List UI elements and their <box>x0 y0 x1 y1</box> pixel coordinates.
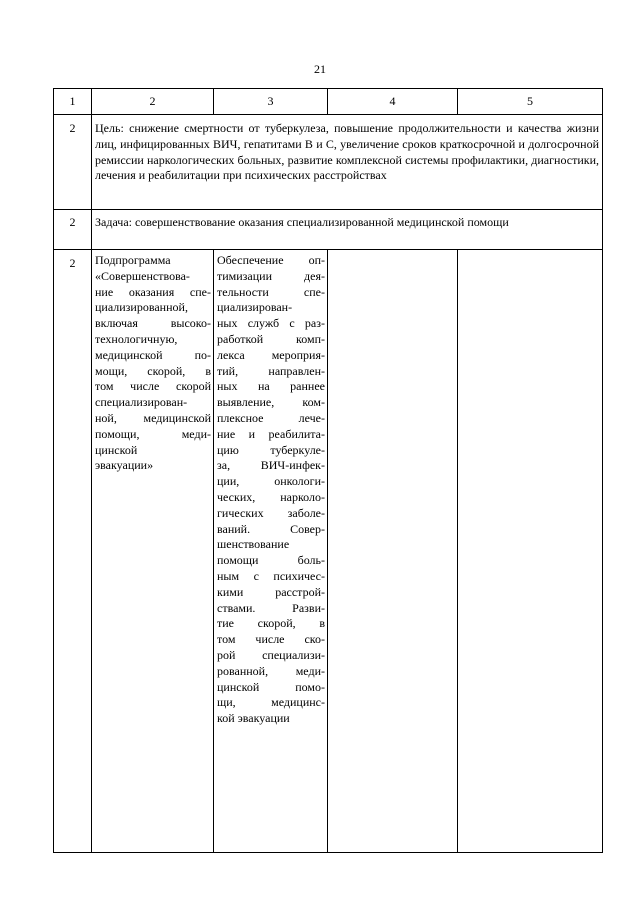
subprogram-name-line: том числе скорой <box>95 379 211 394</box>
header-cell-5: 5 <box>458 89 603 115</box>
task-row <box>54 210 603 250</box>
subprogram-description-line: помощи боль- <box>217 553 325 568</box>
subprogram-description-line: кой эвакуации <box>217 711 290 726</box>
subprogram-name-line: медицинской по- <box>95 347 211 362</box>
task-row-number: 2 <box>54 210 92 250</box>
subprogram-name-line: включая высоко- <box>95 316 211 331</box>
subprogram-description-line: цинской помо- <box>217 679 325 694</box>
subprogram-description-line: том числе ско- <box>217 632 325 647</box>
header-cell-3: 3 <box>214 89 328 115</box>
subprogram-description-line: ние и реабилита- <box>217 426 325 441</box>
subprogram-name-line: цинской <box>95 442 138 457</box>
goal-row-number: 2 <box>54 115 92 210</box>
subprogram-col5-cell <box>458 250 603 853</box>
subprogram-name-line: ние оказания спе- <box>95 284 211 299</box>
subprogram-description-line: за, ВИЧ-инфек- <box>217 458 325 473</box>
subprogram-name-line: технологичную, <box>95 331 178 346</box>
subprogram-description-line: ствами. Разви- <box>217 600 325 615</box>
subprogram-name-line: помощи, меди- <box>95 426 211 441</box>
subprogram-description-line: Обеспечение оп- <box>217 253 325 267</box>
subprogram-description-line: тий, направлен- <box>217 363 325 378</box>
subprogram-description-line: гических заболе- <box>217 505 325 520</box>
subprogram-description-line: тимизации дея- <box>217 268 325 283</box>
subprogram-description-line: ных служб с раз- <box>217 316 325 331</box>
subprogram-col4-cell <box>328 250 458 853</box>
subprogram-name-line: «Совершенствова- <box>95 268 190 283</box>
goal-row <box>54 115 603 210</box>
subprogram-name-line: эвакуации» <box>95 458 154 473</box>
subprogram-description-line: ции, онкологи- <box>217 474 325 489</box>
subprogram-description-line: ваний. Совер- <box>217 521 325 536</box>
subprogram-name-cell <box>92 250 214 853</box>
subprogram-description-line: выявление, ком- <box>217 395 325 410</box>
subprogram-description-line: ным с психичес- <box>217 568 325 583</box>
subprogram-name-line: ной, медицинской <box>95 410 211 425</box>
subprogram-description-line: щи, медицинс- <box>217 695 325 710</box>
subprogram-description-line: лекса мероприя- <box>217 347 325 362</box>
subprogram-description-line: цию туберкуле- <box>217 442 325 457</box>
subprogram-name-text <box>92 250 213 474</box>
subprogram-description-line: тельности спе- <box>217 284 325 299</box>
subprogram-description-line: ческих, нарколо- <box>217 489 325 504</box>
subprogram-description-cell <box>214 250 328 853</box>
header-cell-2: 2 <box>92 89 214 115</box>
subprogram-row <box>54 250 603 853</box>
subprogram-description-line: плексное лече- <box>217 410 325 425</box>
subprogram-name-line: специализирован- <box>95 395 188 410</box>
subprogram-description-line: рой специализи- <box>217 647 325 662</box>
subprogram-description-line: тие скорой, в <box>217 616 325 631</box>
task-text: Задача: совершенствование оказания специализированной медицинской помощи <box>92 210 603 250</box>
program-table <box>53 88 603 853</box>
subprogram-name-line: мощи, скорой, в <box>95 363 211 378</box>
page-number: 21 <box>314 62 326 76</box>
subprogram-name-line: Подпрограмма <box>95 253 171 267</box>
header-cell-4: 4 <box>328 89 458 115</box>
goal-text: Цель: снижение смертности от туберкулеза, повышение продолжительности и качества жизни лиц, инфицированных ВИЧ, гепатитами В и С, увеличение сроков краткосрочной и долгосрочной ремиссии наркологических больных, развитие комплексной системы профилактики, диагностики, лечения и реабилитации при психических расстройствах <box>92 115 603 210</box>
subprogram-description-line: циализирован- <box>217 300 293 315</box>
subprogram-description-line: работкой комп- <box>217 331 325 346</box>
subprogram-description-line: рованной, меди- <box>217 663 325 678</box>
subprogram-description-line: кими расстрой- <box>217 584 325 599</box>
subprogram-description-line: шенствование <box>217 537 290 552</box>
table-header-row <box>54 89 603 115</box>
subprogram-name-line: циализированной, <box>95 300 188 315</box>
subprogram-row-number: 2 <box>54 250 92 853</box>
subprogram-description-text <box>214 250 327 727</box>
subprogram-description-line: ных на раннее <box>217 379 325 394</box>
header-cell-1: 1 <box>54 89 92 115</box>
